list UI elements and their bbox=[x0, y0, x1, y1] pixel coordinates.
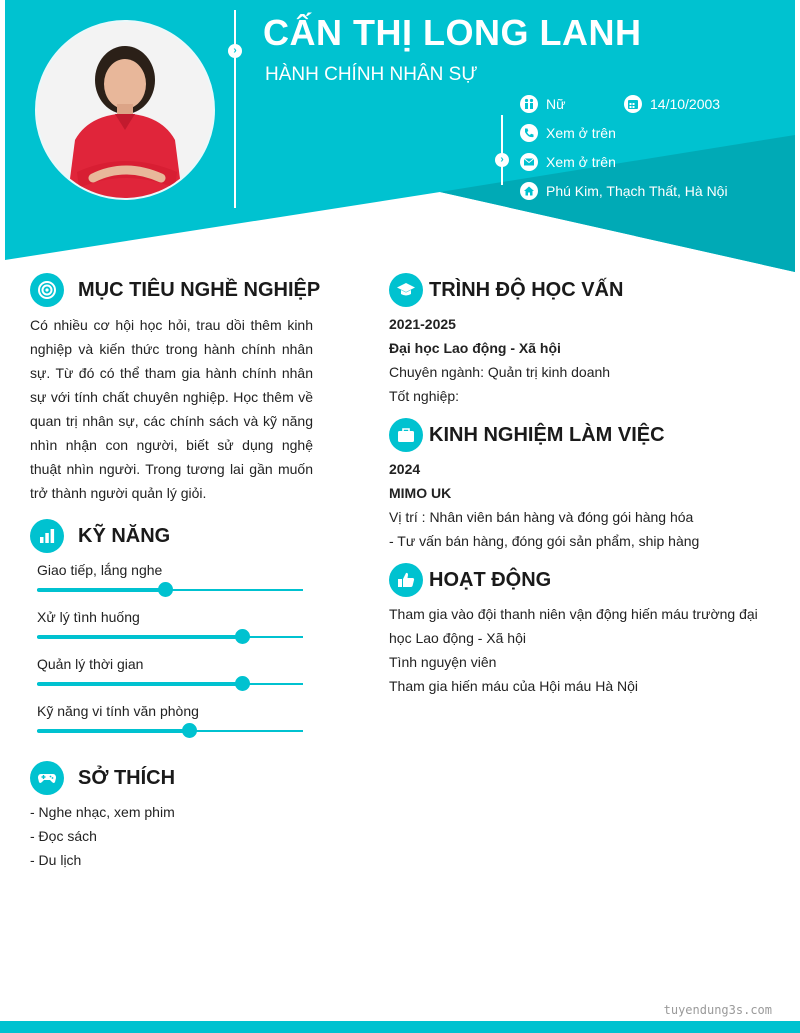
chevron-right-icon: › bbox=[495, 153, 509, 167]
experience-duties: - Tư vấn bán hàng, đóng gói sản phẩm, ship hàng bbox=[389, 533, 700, 549]
graduation-cap-icon bbox=[389, 273, 423, 307]
activity-item: Tham gia hiến máu của Hội máu Hà Nội bbox=[389, 678, 639, 694]
activities-heading bbox=[389, 563, 551, 597]
email-row bbox=[520, 153, 616, 171]
hobbies-heading bbox=[30, 761, 175, 795]
phone-value: Xem ở trên bbox=[546, 125, 616, 141]
phone-icon bbox=[520, 124, 538, 142]
hobby-item: - Nghe nhạc, xem phim bbox=[30, 804, 175, 820]
home-icon bbox=[520, 182, 538, 200]
target-icon bbox=[30, 273, 64, 307]
education-title: TRÌNH ĐỘ HỌC VẤN bbox=[429, 278, 624, 301]
skill-level-knob bbox=[235, 676, 250, 691]
job-title: HÀNH CHÍNH NHÂN SỰ bbox=[265, 64, 478, 85]
birthday-row bbox=[624, 95, 720, 113]
skill-bar-fill bbox=[37, 729, 189, 733]
activity-item: học Lao động - Xã hội bbox=[389, 630, 526, 646]
skill-bar bbox=[37, 730, 303, 732]
address-row bbox=[520, 182, 728, 200]
gender-value: Nữ bbox=[546, 96, 566, 112]
education-school: Đại học Lao động - Xã hội bbox=[389, 340, 561, 356]
contact-divider-line bbox=[501, 115, 503, 185]
bar-chart-icon bbox=[30, 519, 64, 553]
education-graduation: Tốt nghiệp: bbox=[389, 388, 460, 404]
skill-bar-fill bbox=[37, 682, 242, 686]
activities-title: HOẠT ĐỘNG bbox=[429, 568, 552, 591]
skill-label: Quản lý thời gian bbox=[37, 656, 144, 672]
gamepad-icon bbox=[30, 761, 64, 795]
activity-item: Tình nguyện viên bbox=[389, 654, 497, 670]
address-value: Phú Kim, Thạch Thất, Hà Nội bbox=[546, 183, 728, 199]
skills-title: KỸ NĂNG bbox=[78, 524, 171, 547]
mail-icon bbox=[520, 153, 538, 171]
skills-heading bbox=[30, 519, 170, 553]
skill-label: Giao tiếp, lắng nghe bbox=[37, 562, 163, 578]
skill-bar bbox=[37, 636, 303, 638]
skill-label: Kỹ năng vi tính văn phòng bbox=[37, 703, 199, 719]
education-major: Chuyên ngành: Quản trị kinh doanh bbox=[389, 364, 611, 380]
hobbies-title: SỞ THÍCH bbox=[78, 766, 176, 789]
email-value: Xem ở trên bbox=[546, 154, 616, 170]
activity-item: Tham gia vào đội thanh niên vận động hiến máu trường đại bbox=[389, 606, 758, 622]
candidate-name: CẤN THỊ LONG LANH bbox=[263, 12, 642, 53]
objective-text: Có nhiều cơ hội học hỏi, trau dồi thêm kinh nghiệp và kiến thức trong hành chính nhân sự. Từ đó có thể tham gia hành chính nhân sự với tính chất chuyên nghiệp. Học thêm về quan trị nhân sự, các chính sách và kỹ năng nhìn nhận con người, biết sử dụng nghệ thuật nhìn người. Trong tương lai gần muốn trở thành người quản lý giỏi. bbox=[30, 317, 313, 501]
footer-bar bbox=[0, 1021, 800, 1033]
experience-heading bbox=[389, 418, 665, 452]
education-heading bbox=[389, 273, 623, 307]
experience-year: 2024 bbox=[389, 461, 421, 477]
hobby-item: - Đọc sách bbox=[30, 828, 97, 844]
experience-position: Vị trí : Nhân viên bán hàng và đóng gói hàng hóa bbox=[389, 509, 694, 525]
briefcase-icon bbox=[389, 418, 423, 452]
skill-bar bbox=[37, 683, 303, 685]
skill-level-knob bbox=[158, 582, 173, 597]
thumbs-up-icon bbox=[389, 563, 423, 597]
skill-bar bbox=[37, 589, 303, 591]
experience-company: MIMO UK bbox=[389, 485, 452, 501]
birthday-value: 14/10/2003 bbox=[650, 96, 721, 112]
objective-heading bbox=[30, 273, 320, 307]
watermark: tuyendung3s.com bbox=[663, 1003, 772, 1017]
skill-level-knob bbox=[182, 723, 197, 738]
chevron-right-icon: › bbox=[228, 44, 242, 58]
skill-label: Xử lý tình huống bbox=[37, 609, 140, 625]
phone-row bbox=[520, 124, 616, 142]
skill-bar-fill bbox=[37, 635, 242, 639]
gender-icon bbox=[520, 95, 538, 113]
experience-title: KINH NGHIỆM LÀM VIỆC bbox=[429, 423, 665, 446]
skill-bar-fill bbox=[37, 588, 165, 592]
education-period: 2021-2025 bbox=[389, 316, 456, 332]
skill-level-knob bbox=[235, 629, 250, 644]
avatar bbox=[35, 20, 215, 200]
header-divider-line bbox=[234, 10, 236, 208]
objective-title: MỤC TIÊU NGHỀ NGHIỆP bbox=[78, 278, 321, 301]
gender-row bbox=[520, 95, 565, 113]
calendar-icon bbox=[624, 95, 642, 113]
hobby-item: - Du lịch bbox=[30, 852, 82, 868]
